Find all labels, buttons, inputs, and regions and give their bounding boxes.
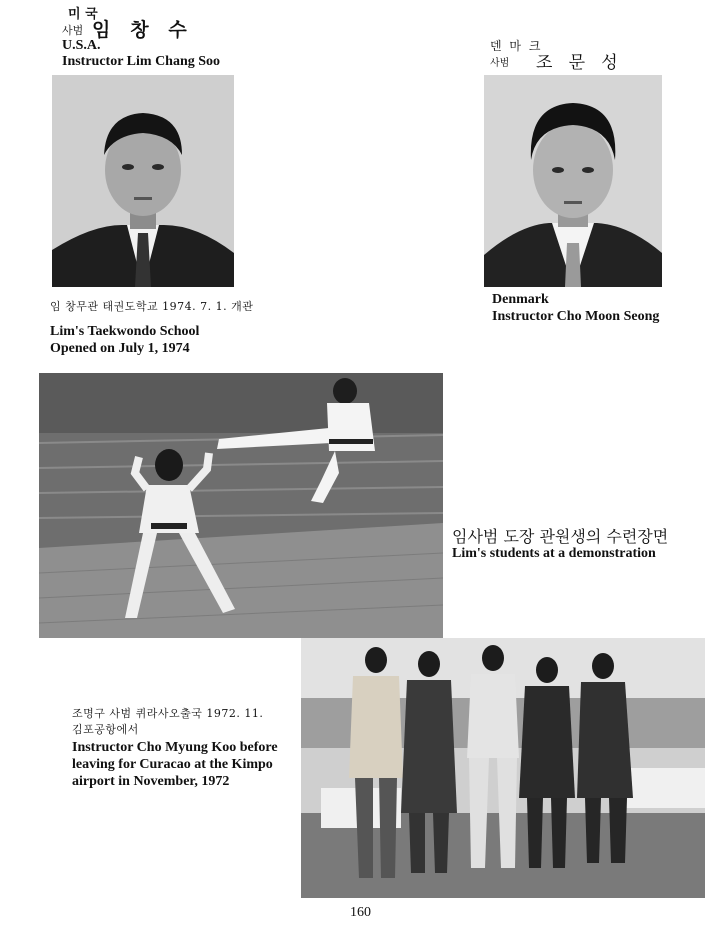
cho-moon-title-prefix-ko: 사범 (490, 58, 510, 69)
school-caption-en-line1: Lim's Taekwondo School (50, 324, 200, 339)
airport-caption-ko-line1: 조명구 사범 퀴라사오출국 1972. 11. (72, 707, 264, 720)
cho-moon-country-en: Denmark (492, 292, 549, 307)
page-number: 160 (350, 905, 371, 920)
cho-moon-name-en: Instructor Cho Moon Seong (492, 309, 660, 324)
cho-moon-country-ko: 덴 마 크 (490, 39, 543, 53)
cho-moon-name-ko: 조 문 성 (536, 53, 618, 73)
airport-caption-en-line2: leaving for Curacao at the Kimpo (72, 757, 273, 772)
lim-country-ko: 미 국 (68, 7, 98, 22)
airport-caption-en-line3: airport in November, 1972 (72, 774, 230, 789)
school-caption-ko: 임 창무관 태권도학교 1974. 7. 1. 개관 (50, 300, 254, 313)
lim-country-en: U.S.A. (62, 38, 101, 53)
demonstration-photo (39, 373, 443, 638)
lim-portrait-photo (52, 75, 234, 287)
airport-group-photo (301, 638, 705, 898)
lim-name-en: Instructor Lim Chang Soo (62, 54, 221, 69)
lim-title-prefix-ko: 사범 (62, 24, 84, 37)
cho-moon-portrait-photo (484, 75, 662, 287)
demo-caption-ko: 임사범 도장 관원생의 수련장면 (452, 527, 669, 546)
airport-caption-en-line1: Instructor Cho Myung Koo before (72, 740, 278, 755)
school-caption-en-line2: Opened on July 1, 1974 (50, 341, 190, 356)
lim-name-ko: 임 창 수 (92, 19, 187, 41)
demo-caption-en: Lim's students at a demonstration (452, 546, 656, 558)
airport-caption-ko-line2: 김포공항에서 (72, 723, 139, 736)
